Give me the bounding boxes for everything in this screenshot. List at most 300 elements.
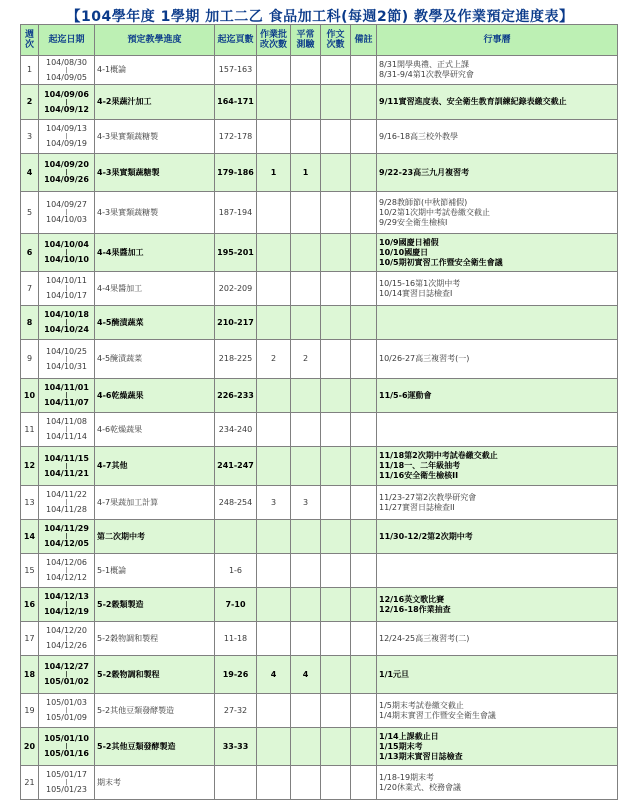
homework-count-cell [257, 234, 291, 272]
week-cell: 5 [21, 192, 39, 234]
pages-cell [215, 520, 257, 554]
end-date: 105/01/09 [45, 713, 88, 722]
date-separator: | [65, 355, 68, 363]
homework-count-cell [257, 520, 291, 554]
table-row [21, 340, 618, 379]
homework-count-cell [257, 588, 291, 622]
end-date: 104/12/05 [44, 539, 89, 548]
pages-cell: 248-254 [215, 486, 257, 520]
events-cell [377, 728, 618, 766]
progress-cell: 5-2穀物調和製程 [95, 622, 215, 656]
exam-count-cell [291, 554, 321, 588]
homework-count-cell [257, 728, 291, 766]
pages-cell: 226-233 [215, 379, 257, 413]
exam-count-cell [291, 588, 321, 622]
progress-cell: 5-2穀類製造 [95, 588, 215, 622]
date-range-cell [39, 766, 95, 800]
exam-count-cell [291, 272, 321, 306]
start-date: 104/12/06 [45, 558, 88, 567]
homework-count-cell [257, 766, 291, 800]
event-line: 12/16英文歌比賽 [379, 594, 445, 604]
table-row [21, 120, 618, 154]
progress-cell: 4-7果蔬加工計算 [95, 486, 215, 520]
week-cell: 19 [21, 694, 39, 728]
table-row [21, 554, 618, 588]
homework-count-cell [257, 85, 291, 120]
event-line: 10/26-27高三複習考(一) [379, 354, 470, 363]
events-cell [377, 340, 618, 379]
event-line: 1/20休業式、校務會議 [379, 782, 461, 792]
pages-cell: 202-209 [215, 272, 257, 306]
end-date: 104/10/31 [45, 361, 88, 371]
start-date: 104/12/13 [44, 592, 89, 601]
remark-cell [351, 413, 377, 447]
progress-cell: 5-1概論 [95, 554, 215, 588]
homework-count-cell [257, 272, 291, 306]
date-range-cell [39, 85, 95, 120]
week-cell: 11 [21, 413, 39, 447]
events-cell [377, 622, 618, 656]
progress-cell: 期末考 [95, 766, 215, 800]
essay-count-cell [321, 486, 351, 520]
remark-cell [351, 340, 377, 379]
table-row [21, 85, 618, 120]
date-range-cell [39, 520, 95, 554]
start-date: 104/09/06 [44, 89, 89, 99]
date-range-cell [39, 588, 95, 622]
exam-count-cell [291, 120, 321, 154]
event-line: 9/11實習進度表、安全衛生教育訓練紀錄表繳交截止 [379, 97, 567, 106]
event-line: 9/28教師節(中秋節補假) [379, 197, 468, 207]
week-cell: 4 [21, 154, 39, 192]
pages-cell: 19-26 [215, 656, 257, 694]
event-line: 1/1元旦 [379, 669, 410, 679]
exam-count-cell [291, 306, 321, 340]
week-cell: 3 [21, 120, 39, 154]
event-line: 12/16-18作業抽查 [379, 604, 451, 614]
end-date: 105/01/16 [44, 749, 89, 758]
progress-cell: 4-6乾燥蔬果 [95, 379, 215, 413]
date-separator: | [65, 779, 68, 786]
date-separator: | [65, 567, 68, 574]
date-range-cell [39, 413, 95, 447]
end-date: 104/10/17 [45, 291, 88, 300]
progress-cell: 4-3果實類蔬糖製 [95, 120, 215, 154]
pages-cell: 33-33 [215, 728, 257, 766]
week-cell: 9 [21, 340, 39, 379]
start-date: 104/11/22 [45, 490, 88, 499]
week-cell: 7 [21, 272, 39, 306]
start-date: 105/01/03 [45, 698, 88, 707]
progress-cell: 4-4果醬加工 [95, 272, 215, 306]
week-cell: 18 [21, 656, 39, 694]
table-row [21, 588, 618, 622]
remark-cell [351, 656, 377, 694]
table-row [21, 379, 618, 413]
essay-count-cell [321, 554, 351, 588]
pages-cell: 164-171 [215, 85, 257, 120]
pages-cell: 172-178 [215, 120, 257, 154]
essay-count-cell [321, 379, 351, 413]
exam-count-cell: 4 [291, 656, 321, 694]
essay-count-cell [321, 588, 351, 622]
remark-cell [351, 766, 377, 800]
progress-cell: 4-7其他 [95, 447, 215, 486]
pages-cell: 218-225 [215, 340, 257, 379]
end-date: 104/09/05 [45, 72, 88, 82]
table-row [21, 447, 618, 486]
end-date: 104/09/19 [45, 139, 88, 148]
pages-cell: 241-247 [215, 447, 257, 486]
week-cell: 10 [21, 379, 39, 413]
remark-cell [351, 234, 377, 272]
end-date: 104/10/03 [45, 215, 88, 224]
remark-cell [351, 56, 377, 85]
date-range-cell [39, 192, 95, 234]
date-range-cell [39, 306, 95, 340]
date-separator: | [65, 671, 68, 678]
end-date: 104/09/12 [44, 104, 89, 114]
events-cell [377, 85, 618, 120]
date-range-cell [39, 154, 95, 192]
col-homework-header: 作業批改次數 [257, 25, 291, 56]
exam-count-cell [291, 520, 321, 554]
remark-cell [351, 154, 377, 192]
start-date: 104/11/01 [44, 383, 89, 392]
homework-count-cell [257, 694, 291, 728]
event-line: 11/30-12/2第2次期中考 [379, 531, 473, 541]
homework-count-cell [257, 447, 291, 486]
table-row [21, 656, 618, 694]
homework-count-cell: 2 [257, 340, 291, 379]
date-range-cell [39, 656, 95, 694]
date-separator: | [65, 392, 68, 399]
homework-count-cell [257, 379, 291, 413]
events-cell [377, 447, 618, 486]
end-date: 104/11/14 [45, 432, 88, 441]
homework-count-cell [257, 56, 291, 85]
pages-cell: 187-194 [215, 192, 257, 234]
col-remark-header: 備註 [351, 25, 377, 56]
exam-count-cell [291, 192, 321, 234]
homework-count-cell [257, 120, 291, 154]
homework-count-cell [257, 622, 291, 656]
schedule-table [20, 24, 618, 800]
week-cell: 15 [21, 554, 39, 588]
start-date: 104/10/04 [44, 240, 89, 249]
end-date: 104/10/24 [44, 325, 89, 334]
end-date: 104/12/19 [44, 607, 89, 616]
events-cell [377, 306, 618, 340]
date-range-cell [39, 622, 95, 656]
remark-cell [351, 486, 377, 520]
pages-cell: 210-217 [215, 306, 257, 340]
date-separator: | [65, 635, 68, 642]
date-separator: | [65, 601, 68, 608]
event-line: 1/5期末考試卷繳交截止 [379, 700, 464, 710]
table-row [21, 234, 618, 272]
remark-cell [351, 554, 377, 588]
progress-cell: 5-2穀物調和製程 [95, 656, 215, 694]
exam-count-cell: 1 [291, 154, 321, 192]
date-separator: | [65, 285, 68, 292]
events-cell [377, 520, 618, 554]
progress-cell: 4-3果實類蔬糖製 [95, 154, 215, 192]
event-line: 1/18-19期末考 [379, 772, 435, 782]
exam-count-cell [291, 447, 321, 486]
start-date: 104/11/08 [45, 417, 88, 426]
remark-cell [351, 588, 377, 622]
table-row [21, 486, 618, 520]
homework-count-cell [257, 306, 291, 340]
progress-cell: 5-2其他豆類發酵製造 [95, 694, 215, 728]
progress-cell: 4-4果醬加工 [95, 234, 215, 272]
week-cell: 21 [21, 766, 39, 800]
table-row [21, 520, 618, 554]
date-range-cell [39, 728, 95, 766]
end-date: 105/01/02 [44, 677, 89, 686]
date-range-cell [39, 694, 95, 728]
exam-count-cell [291, 728, 321, 766]
end-date: 104/09/26 [44, 175, 89, 184]
start-date: 104/09/20 [44, 160, 89, 169]
essay-count-cell [321, 56, 351, 85]
end-date: 104/12/26 [45, 641, 88, 650]
event-line: 1/13期末實習日誌檢查 [379, 751, 463, 761]
start-date: 104/11/15 [44, 453, 89, 463]
progress-cell: 4-2果蔬汁加工 [95, 85, 215, 120]
event-line: 9/16-18高三校外教學 [379, 131, 459, 141]
essay-count-cell [321, 234, 351, 272]
events-cell [377, 56, 618, 85]
end-date: 104/12/12 [45, 573, 88, 582]
date-range-cell [39, 486, 95, 520]
end-date: 104/11/07 [44, 398, 89, 407]
pages-cell: 234-240 [215, 413, 257, 447]
header-row [21, 25, 618, 56]
remark-cell [351, 306, 377, 340]
event-line: 10/5期初實習工作暨安全衛生會議 [379, 257, 503, 267]
table-row [21, 56, 618, 85]
start-date: 104/12/27 [44, 662, 89, 671]
date-range-cell [39, 340, 95, 379]
exam-count-cell: 2 [291, 340, 321, 379]
remark-cell [351, 192, 377, 234]
date-separator: | [65, 98, 68, 106]
date-range-cell [39, 379, 95, 413]
event-line: 9/29安全衛生檢核I [379, 217, 448, 227]
week-cell: 16 [21, 588, 39, 622]
date-range-cell [39, 447, 95, 486]
events-cell [377, 694, 618, 728]
end-date: 104/10/10 [44, 255, 89, 264]
exam-count-cell [291, 56, 321, 85]
event-line: 9/22-23高三九月複習考 [379, 167, 470, 177]
events-cell [377, 120, 618, 154]
homework-count-cell [257, 554, 291, 588]
events-cell [377, 272, 618, 306]
col-dates-header: 起迄日期 [39, 25, 95, 56]
remark-cell [351, 272, 377, 306]
start-date: 104/09/13 [45, 124, 88, 133]
homework-count-cell: 3 [257, 486, 291, 520]
remark-cell [351, 120, 377, 154]
essay-count-cell [321, 154, 351, 192]
col-events-header: 行事曆 [377, 25, 618, 56]
page-title: 【104學年度 1學期 加工二乙 食品加工科(每週2節) 教學及作業預定進度表】 [66, 9, 574, 25]
essay-count-cell [321, 413, 351, 447]
remark-cell [351, 447, 377, 486]
event-line: 11/23-27第2次教學研究會 [379, 492, 477, 502]
end-date: 105/01/23 [45, 785, 88, 794]
week-cell: 12 [21, 447, 39, 486]
remark-cell [351, 85, 377, 120]
table-row [21, 192, 618, 234]
table-row [21, 413, 618, 447]
event-line: 11/27實習日誌檢查II [379, 502, 455, 512]
table-row [21, 154, 618, 192]
essay-count-cell [321, 272, 351, 306]
pages-cell: 179-186 [215, 154, 257, 192]
date-separator: | [65, 169, 68, 176]
pages-cell: 157-163 [215, 56, 257, 85]
homework-count-cell [257, 192, 291, 234]
exam-count-cell [291, 694, 321, 728]
event-line: 12/24-25高三複習考(二) [379, 633, 470, 643]
start-date: 104/12/20 [45, 626, 88, 635]
end-date: 104/11/21 [44, 468, 89, 478]
week-cell: 20 [21, 728, 39, 766]
start-date: 104/11/29 [44, 524, 89, 533]
col-exam-header: 平常測驗 [291, 25, 321, 56]
exam-count-cell [291, 622, 321, 656]
table-row [21, 622, 618, 656]
essay-count-cell [321, 120, 351, 154]
table-row [21, 306, 618, 340]
events-cell [377, 554, 618, 588]
date-separator: | [65, 533, 68, 540]
progress-cell: 第二次期中考 [95, 520, 215, 554]
homework-count-cell: 1 [257, 154, 291, 192]
progress-cell: 4-6乾燥蔬果 [95, 413, 215, 447]
event-line: 1/4期末實習工作暨安全衛生會議 [379, 710, 496, 720]
event-line: 10/2第1次期中考試卷繳交截止 [379, 207, 491, 217]
essay-count-cell [321, 85, 351, 120]
essay-count-cell [321, 728, 351, 766]
events-cell [377, 154, 618, 192]
table-row [21, 272, 618, 306]
start-date: 104/09/27 [45, 200, 88, 209]
event-line: 1/15期末考 [379, 741, 423, 751]
week-cell: 6 [21, 234, 39, 272]
col-progress-header: 預定教學進度 [95, 25, 215, 56]
exam-count-cell [291, 234, 321, 272]
date-range-cell [39, 272, 95, 306]
progress-cell: 5-2其他豆類發酵製造 [95, 728, 215, 766]
event-line: 8/31開學典禮、正式上課 [379, 60, 469, 69]
start-date: 104/10/25 [45, 346, 88, 356]
week-cell: 17 [21, 622, 39, 656]
date-separator: | [65, 319, 68, 326]
start-date: 104/10/11 [45, 276, 88, 285]
start-date: 104/08/30 [45, 57, 88, 67]
col-essay-header: 作文次數 [321, 25, 351, 56]
event-line: 11/16安全衛生檢核II [379, 471, 459, 480]
pages-cell: 11-18 [215, 622, 257, 656]
event-line: 10/9國慶日補假 [379, 237, 439, 247]
end-date: 104/11/28 [45, 505, 88, 514]
week-cell: 8 [21, 306, 39, 340]
exam-count-cell [291, 766, 321, 800]
homework-count-cell: 4 [257, 656, 291, 694]
start-date: 104/10/18 [44, 310, 89, 319]
event-line: 10/14實習日誌檢查I [379, 288, 453, 298]
week-cell: 2 [21, 85, 39, 120]
event-line: 11/18第2次期中考試卷繳交截止 [379, 451, 498, 460]
week-cell: 1 [21, 56, 39, 85]
date-separator: | [65, 743, 68, 750]
essay-count-cell [321, 447, 351, 486]
remark-cell [351, 379, 377, 413]
date-separator: | [65, 133, 68, 140]
week-cell: 13 [21, 486, 39, 520]
exam-count-cell [291, 379, 321, 413]
date-range-cell [39, 56, 95, 85]
essay-count-cell [321, 766, 351, 800]
event-line: 1/14上課截止日 [379, 731, 439, 741]
date-range-cell [39, 554, 95, 588]
pages-cell: 7-10 [215, 588, 257, 622]
pages-cell: 195-201 [215, 234, 257, 272]
remark-cell [351, 520, 377, 554]
date-range-cell [39, 120, 95, 154]
date-separator: | [65, 209, 68, 216]
events-cell [377, 588, 618, 622]
week-cell: 14 [21, 520, 39, 554]
exam-count-cell: 3 [291, 486, 321, 520]
date-separator: | [65, 66, 68, 74]
date-separator: | [65, 249, 68, 256]
start-date: 105/01/17 [45, 770, 88, 779]
events-cell [377, 234, 618, 272]
events-cell [377, 192, 618, 234]
col-pages-header: 起迄頁數 [215, 25, 257, 56]
exam-count-cell [291, 85, 321, 120]
remark-cell [351, 694, 377, 728]
event-line: 11/5-6運動會 [379, 390, 432, 400]
start-date: 105/01/10 [44, 734, 89, 743]
event-line: 10/15-16第1次期中考 [379, 278, 461, 288]
essay-count-cell [321, 520, 351, 554]
pages-cell [215, 766, 257, 800]
event-line: 8/31-9/4第1次教學研究會 [379, 70, 474, 79]
events-cell [377, 379, 618, 413]
date-separator: | [65, 707, 68, 714]
date-separator: | [65, 426, 68, 433]
table-row [21, 728, 618, 766]
event-line: 11/18一、二年級抽考 [379, 461, 461, 470]
pages-cell: 1-6 [215, 554, 257, 588]
essay-count-cell [321, 192, 351, 234]
events-cell [377, 486, 618, 520]
essay-count-cell [321, 694, 351, 728]
exam-count-cell [291, 413, 321, 447]
table-row [21, 694, 618, 728]
essay-count-cell [321, 656, 351, 694]
pages-cell: 27-32 [215, 694, 257, 728]
table-row [21, 766, 618, 800]
homework-count-cell [257, 413, 291, 447]
